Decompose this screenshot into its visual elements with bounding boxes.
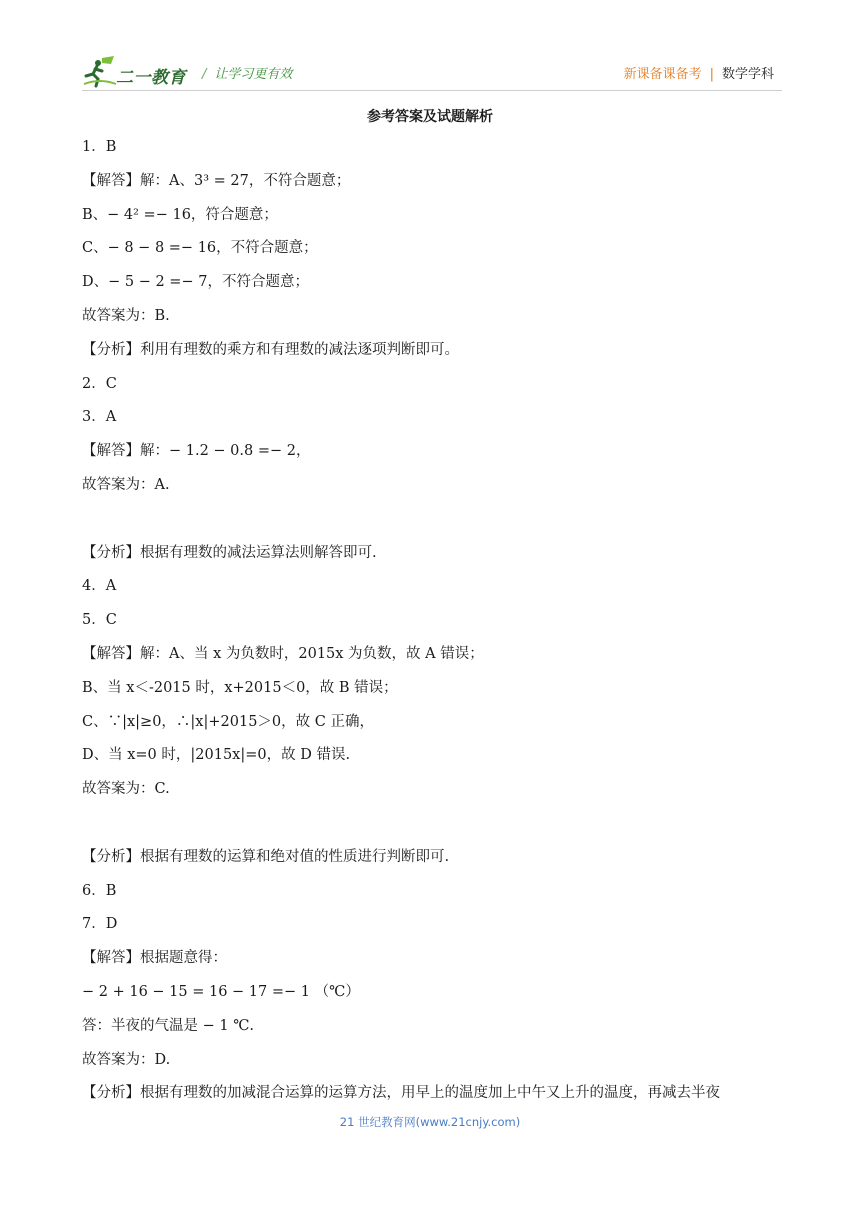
runner-logo-icon (82, 54, 118, 90)
blank-line (82, 807, 782, 841)
answer-line: 答：半夜的气温是 − 1 ℃. (82, 1017, 255, 1034)
page-footer: 21 世纪教育网(www.21cnjy.com) (339, 1115, 521, 1129)
answer-line: 故答案为：B. (82, 307, 170, 324)
answer-line: 7．D (82, 916, 118, 933)
logo-text: 二一教育 (116, 68, 186, 88)
logo (82, 54, 192, 90)
answer-line: 1．B (82, 139, 117, 155)
answer-content (82, 131, 782, 1111)
answer-line: 6．B (82, 882, 117, 899)
page-header (82, 54, 782, 92)
answer-line: C、− 8 − 8 =− 16，不符合题意； (82, 240, 318, 257)
blank-line (82, 503, 782, 537)
answer-line: 【分析】根据有理数的加减混合运算的运算方法，用早上的温度加上中午又上升的温度，再减去半夜 (82, 1085, 720, 1102)
answer-line: 【分析】利用有理数的乘方和有理数的减法逐项判断即可。 (82, 341, 459, 358)
answer-line: 【解答】解：− 1.2 − 0.8 =− 2， (82, 443, 311, 460)
answer-line: B、当 x＜-2015 时，x+2015＜0，故 B 错误； (82, 679, 398, 696)
slogan-text: 让学习更有效 (214, 67, 293, 82)
slogan (202, 63, 292, 82)
answer-line: 【解答】解：A、当 x 为负数时，2015x 为负数，故 A 错误； (82, 645, 484, 662)
answer-line: 【解答】根据题意得： (82, 950, 227, 967)
answer-line: − 2 + 16 − 15 = 16 − 17 =− 1 （℃） (82, 983, 360, 1000)
answer-line: 故答案为：A. (82, 476, 170, 493)
answer-line: 【分析】根据有理数的运算和绝对值的性质进行判断即可. (82, 848, 450, 865)
subject-label: 数学学科 (721, 67, 774, 82)
answer-line: C、∵|x|≥0，∴|x|+2015＞0，故 C 正确， (82, 713, 374, 730)
answer-line: 4．A (82, 578, 117, 595)
header-separator: | (709, 67, 714, 82)
slogan-slash: / (202, 67, 207, 82)
answer-line: 故答案为：D. (82, 1051, 171, 1068)
answer-line: 3．A (82, 409, 117, 426)
header-divider (82, 90, 782, 91)
answer-line: D、当 x=0 时，|2015x|=0，故 D 错误. (82, 747, 351, 764)
answer-line: 故答案为：C. (82, 781, 170, 798)
course-label: 新课备课备考 (623, 67, 702, 82)
answer-line: 2．C (82, 375, 117, 392)
answer-line: 【解答】解：A、3³ = 27，不符合题意； (82, 172, 351, 189)
page-title: 参考答案及试题解析 (367, 109, 493, 125)
answer-line: D、− 5 − 2 =− 7，不符合题意； (82, 274, 309, 291)
answer-line: 【分析】根据有理数的减法运算法则解答即可. (82, 544, 377, 561)
answer-line: 5．C (82, 612, 117, 629)
answer-line: B、− 4² =− 16，符合题意； (82, 206, 278, 223)
header-right (624, 63, 774, 82)
